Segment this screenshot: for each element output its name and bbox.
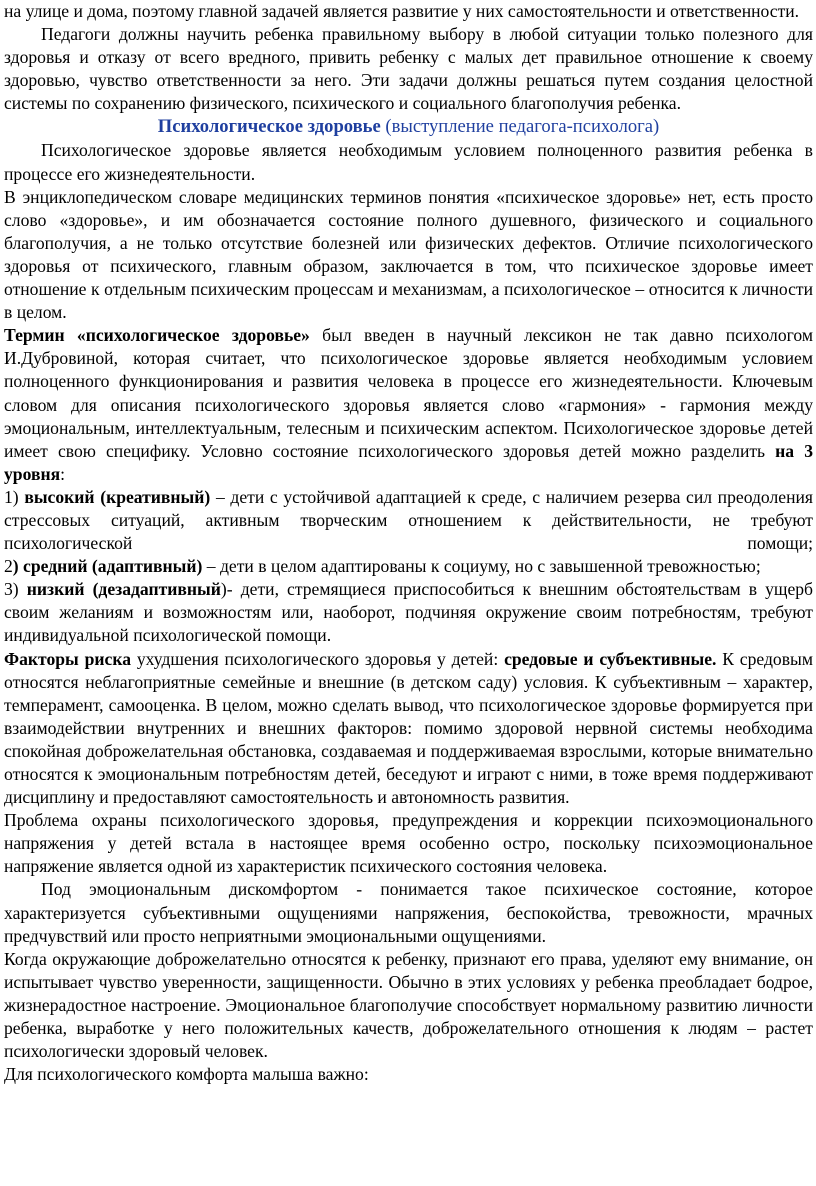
paragraph-wellbeing: Когда окружающие доброжелательно относятся к ребенку, признают его права, уделяют ему внимание, он испытывает чувство уверенности, защищенности. Обычно в этих условиях у ребенка преобладает бодрое, жизнерадостное настроение. Эмоциональное благополучие способствует нормальному развитию личности ребенка, выработке у него положительных качеств, доброжелательного отношения к людям – растет психологически здоровый человек. <box>4 948 813 1062</box>
level-1-title: высокий (креативный) <box>24 486 211 507</box>
levels-bold: на 3 уровня <box>4 440 813 484</box>
list-item-level-1 <box>4 486 813 555</box>
paragraph-comfort: Для психологического комфорта малыша важно: <box>4 1064 369 1085</box>
paragraph-risk-factors <box>4 648 813 810</box>
list-item-level-2 <box>4 555 813 578</box>
level-2-text: – дети в целом адаптированы к социуму, но с завышенной тревожностью; <box>202 556 761 577</box>
level-3-text: )- дети, стремящиеся приспособиться к внешним обстоятельствам в ущерб своим желаниям и возможностям или, наоборот, подчиняя окружение своим потребностям, требуют индивидуальной психологической помощи. <box>4 579 814 646</box>
paragraph-teachers: Педагоги должны научить ребенка правильному выбору в любой ситуации только полезного для здоровья и отказу от всего вредного, привить ребенку с малых дет правильное отношение к своему здоровью, чувство ответственности за него. Эти задачи должны решаться путем создания целостной системы по сохранению физического, психического и социального благополучия ребенка. <box>4 24 813 114</box>
paragraph-encyclopedia: В энциклопедическом словаре медицинских терминов понятия «психическое здоровье» нет, есть просто слово «здоровье», и им обозначается состояние полного душевного, физического и социального благополучия, а не только отсутствие болезней или физических дефектов. Отличие психологического здоровья от психического, главным образом, заключается в том, что психическое здоровье имеет отношение к отдельным психическим процессам и механизмам, а психологическое – относится к личности в целом. <box>4 186 813 323</box>
list-item-level-3 <box>4 578 813 647</box>
paragraph-problem: Проблема охраны психологического здоровья, предупреждения и коррекции психоэмоционального напряжения у детей встала в настоящее время особенно остро, поскольку психоэмоциональное напряжение является одной из характеристик психического состояния человека. <box>4 810 813 877</box>
level-1-text: – дети с устойчивой адаптацией к среде, с наличием резерва сил преодоления стрессовых ситуаций, активным творческим отношением к действительности, не требуют психологической помощи; <box>4 486 814 554</box>
heading-title: Психологическое здоровье <box>157 116 381 138</box>
heading-subtitle: (выступление педагога-психолога) <box>380 116 660 138</box>
level-2-title: ) средний (адаптивный) <box>12 556 203 577</box>
risk-factors-bold: Факторы риска <box>4 648 132 669</box>
term-bold: Термин «психологическое здоровье» <box>4 325 310 346</box>
risk-factors-text: ухудшения психологического здоровья у детей: <box>131 648 505 669</box>
paragraph-intro-continuation: на улице и дома, поэтому главной задачей является развитие у них самостоятельности и ответственности. <box>4 1 800 21</box>
paragraph-term <box>4 324 813 486</box>
level-1-number: 1) <box>4 486 25 507</box>
term-text: был введен в научный лексикон не так давно психологом И.Дубровиной, которая считает, что психологическое здоровье является необходимым условием полноценного функционирования и развития человека в процессе его жизнедеятельности. Ключевым словом для описания психологического здоровья является слово «гармония» - гармония между эмоциональным, интеллектуальным, телесным и психическим аспектом. Психологическое здоровье детей имеет свою специфику. Условно состояние психологического здоровья детей можно разделить <box>4 325 813 461</box>
section-heading <box>4 115 813 139</box>
risk-types-bold: средовые и субъективные. <box>504 648 717 669</box>
level-2-number: 2 <box>4 556 13 577</box>
term-colon: : <box>60 463 65 484</box>
level-3-title: низкий (дезадаптивный <box>26 579 221 600</box>
risk-factors-rest: К средовым относятся неблагоприятные семейные и внешние (в детском саду) условия. К субъективным – характер, темперамент, самооценка. В целом, можно сделать вывод, что психологическое здоровье формируется при взаимодействии внутренних и внешних факторов: помимо здоровой нервной системы необходима спокойная доброжелательная обстановка, создаваемая и поддерживаемая взрослыми, которые внимательно относятся к эмоциональным потребностям детей, беседуют и играют с ними, в тоже время поддерживают дисциплину и предоставляют самостоятельность и автономность развития. <box>4 648 813 808</box>
paragraph-discomfort: Под эмоциональным дискомфортом - понимается такое психическое состояние, которое характеризуется субъективными ощущениями напряжения, беспокойства, тревожности, мрачных предчувствий или просто неприятными эмоциональными ощущениями. <box>4 879 813 946</box>
level-3-number: 3) <box>4 579 27 600</box>
paragraph-psych-health-definition: Психологическое здоровье является необходимым условием полноценного развития ребенка в процессе его жизнедеятельности. <box>4 140 813 184</box>
